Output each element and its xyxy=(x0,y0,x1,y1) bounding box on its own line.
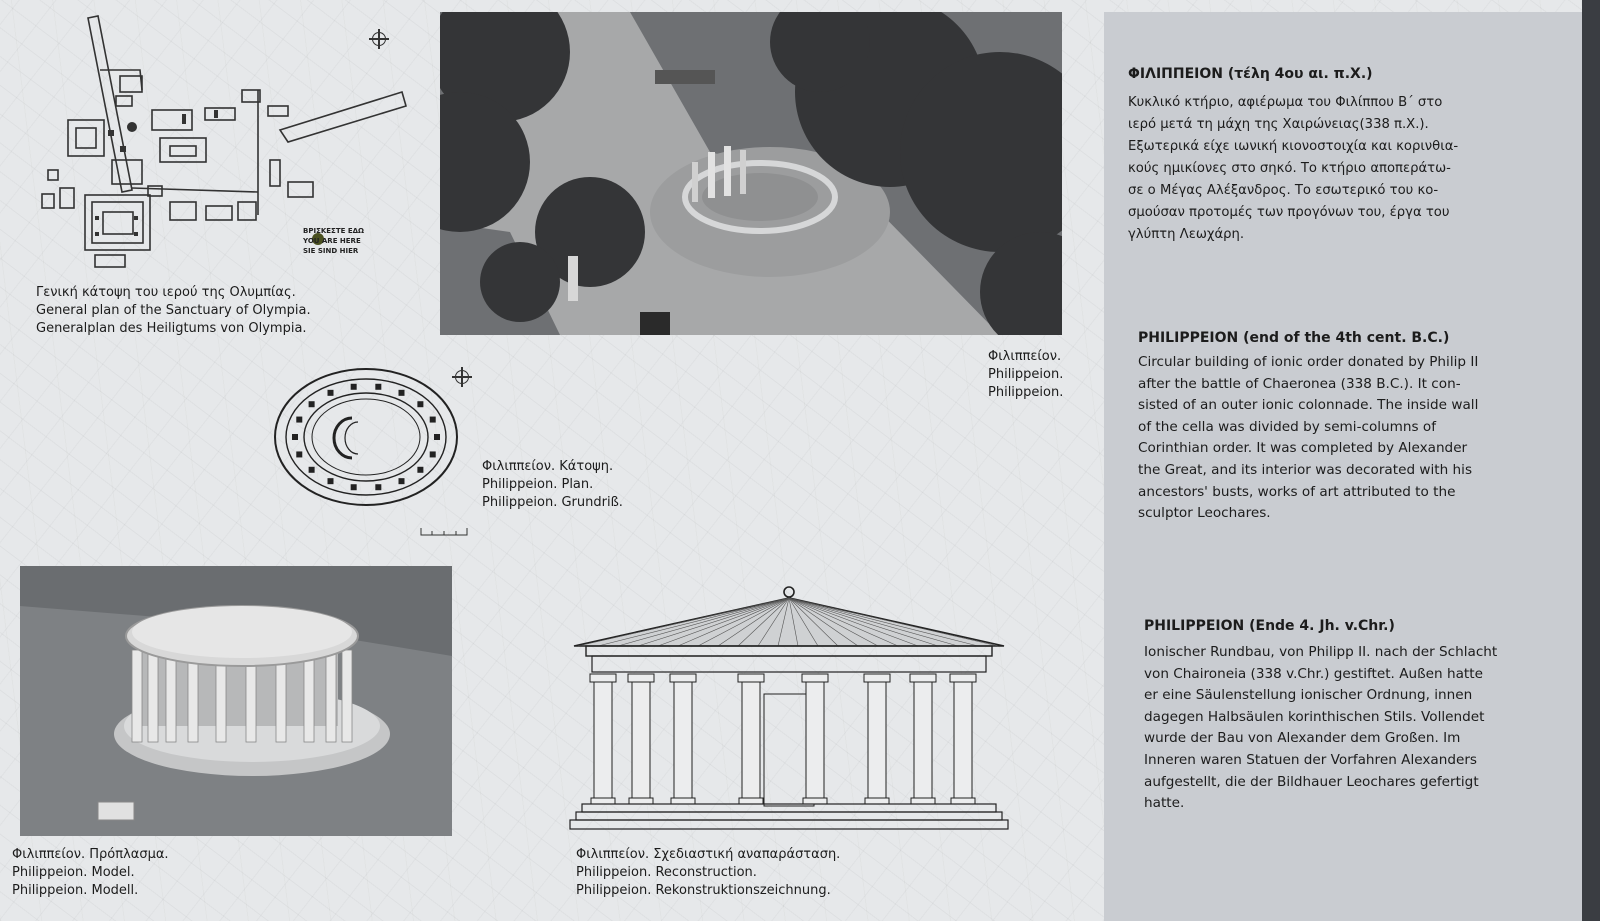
german-heading: PHILIPPEION (Ende 4. Jh. v.Chr.) xyxy=(1144,618,1395,634)
caption-line: Philippeion. xyxy=(988,385,1064,400)
text-line: dagegen Halbsäulen korinthischen Stils. Vollendet xyxy=(1144,708,1485,725)
english-paragraph xyxy=(1138,352,1540,525)
caption-line: Philippeion. Modell. xyxy=(12,883,139,898)
scale-bar-icon xyxy=(420,527,468,537)
text-line: Κυκλικό κτήριο, αφιέρωμα του Φιλίππου Β΄ στο xyxy=(1128,95,1443,110)
greek-heading: ΦΙΛΙΠΠΕΙΟΝ (τέλη 4ου αι. π.Χ.) xyxy=(1128,66,1373,82)
caption-line: General plan of the Sanctuary of Olympia. xyxy=(36,303,311,318)
text-line: von Chaironeia (338 v.Chr.) gestiftet. Außen hatte xyxy=(1144,665,1483,682)
sanctuary-plan-caption xyxy=(36,284,311,338)
text-line: ancestors' busts, works of art attributed to the xyxy=(1138,483,1456,500)
caption-line: Φιλιππείον. Κάτοψη. xyxy=(482,459,614,474)
german-section xyxy=(1144,618,1556,815)
caption-line: Φιλιππείον. Πρόπλασμα. xyxy=(12,847,169,862)
aerial-photo-caption xyxy=(988,348,1063,402)
reconstruction-drawing xyxy=(568,582,1010,832)
greek-section xyxy=(1128,66,1520,246)
text-line: Εξωτερικά είχε ιωνική κιονοστοιχία και κορινθια- xyxy=(1128,139,1459,154)
text-line: Ionischer Rundbau, von Philipp II. nach der Schlacht xyxy=(1144,644,1498,660)
text-line: of the cella was divided by semi-columns of xyxy=(1138,418,1437,435)
text-line: Inneren waren Statuen der Vorfahren Alexanders xyxy=(1144,751,1477,768)
sanctuary-plan-drawing xyxy=(30,10,430,275)
english-section xyxy=(1138,330,1540,525)
caption-line: Φιλιππείον. xyxy=(988,349,1062,364)
caption-line: Generalplan des Heiligtums von Olympia. xyxy=(36,321,307,336)
text-line: σμούσαν προτομές των προγόνων του, έργα του xyxy=(1128,205,1450,220)
text-line: er eine Säulenstellung ionischer Ordnung, innen xyxy=(1144,687,1473,704)
reconstruction-caption xyxy=(576,846,840,900)
caption-line: Philippeion. Plan. xyxy=(482,477,594,492)
floor-plan-drawing xyxy=(270,368,470,508)
text-line: σε ο Μέγας Αλέξανδρος. Το εσωτερικό του κο- xyxy=(1128,183,1439,198)
caption-line: Philippeion. Rekonstruktionszeichnung. xyxy=(576,883,831,898)
model-photo xyxy=(20,566,452,836)
text-line: hatte. xyxy=(1144,795,1185,812)
caption-line: Philippeion. Model. xyxy=(12,865,135,880)
text-line: sisted of an outer ionic colonnade. The inside wall xyxy=(1138,397,1479,414)
text-line: γλύπτη Λεωχάρη. xyxy=(1128,227,1245,242)
text-line: sculptor Leochares. xyxy=(1138,505,1271,522)
north-arrow-icon xyxy=(372,32,386,46)
aerial-photo xyxy=(440,12,1062,335)
greek-paragraph xyxy=(1128,92,1520,246)
text-line: wurde der Bau von Alexander dem Großen. Im xyxy=(1144,730,1461,747)
floor-plan-caption xyxy=(482,458,623,512)
you-are-here-greek: ΒΡΙΣΚΕΣΤΕ ΕΔΩ xyxy=(303,227,364,235)
german-paragraph xyxy=(1144,642,1556,815)
text-line: ιερό μετά τη μάχη της Χαιρώνειας(338 π.Χ.). xyxy=(1128,117,1429,132)
english-heading: PHILIPPEION (end of the 4th cent. B.C.) xyxy=(1138,330,1450,346)
text-line: the Great, and its interior was decorated with his xyxy=(1138,461,1473,478)
text-line: after the battle of Chaeronea (338 B.C.). It con- xyxy=(1138,375,1461,392)
text-line: Corinthian order. It was completed by Alexander xyxy=(1138,440,1468,457)
caption-line: Philippeion. xyxy=(988,367,1064,382)
text-line: aufgestellt, die der Bildhauer Leochares gefertigt xyxy=(1144,773,1479,790)
text-line: κούς ημικίονες στο σηκό. Το κτήριο αποπεράτω- xyxy=(1128,161,1451,176)
caption-line: Γενική κάτοψη του ιερού της Ολυμπίας. xyxy=(36,285,296,300)
you-are-here-german: SIE SIND HIER xyxy=(303,247,359,255)
model-photo-caption xyxy=(12,846,169,900)
caption-line: Philippeion. Grundriß. xyxy=(482,495,623,510)
you-are-here-english: YOU ARE HERE xyxy=(303,237,361,245)
text-line: Circular building of ionic order donated by Philip II xyxy=(1138,354,1479,370)
caption-line: Philippeion. Reconstruction. xyxy=(576,865,757,880)
caption-line: Φιλιππείον. Σχεδιαστική αναπαράσταση. xyxy=(576,847,841,862)
north-arrow-icon xyxy=(455,370,469,384)
